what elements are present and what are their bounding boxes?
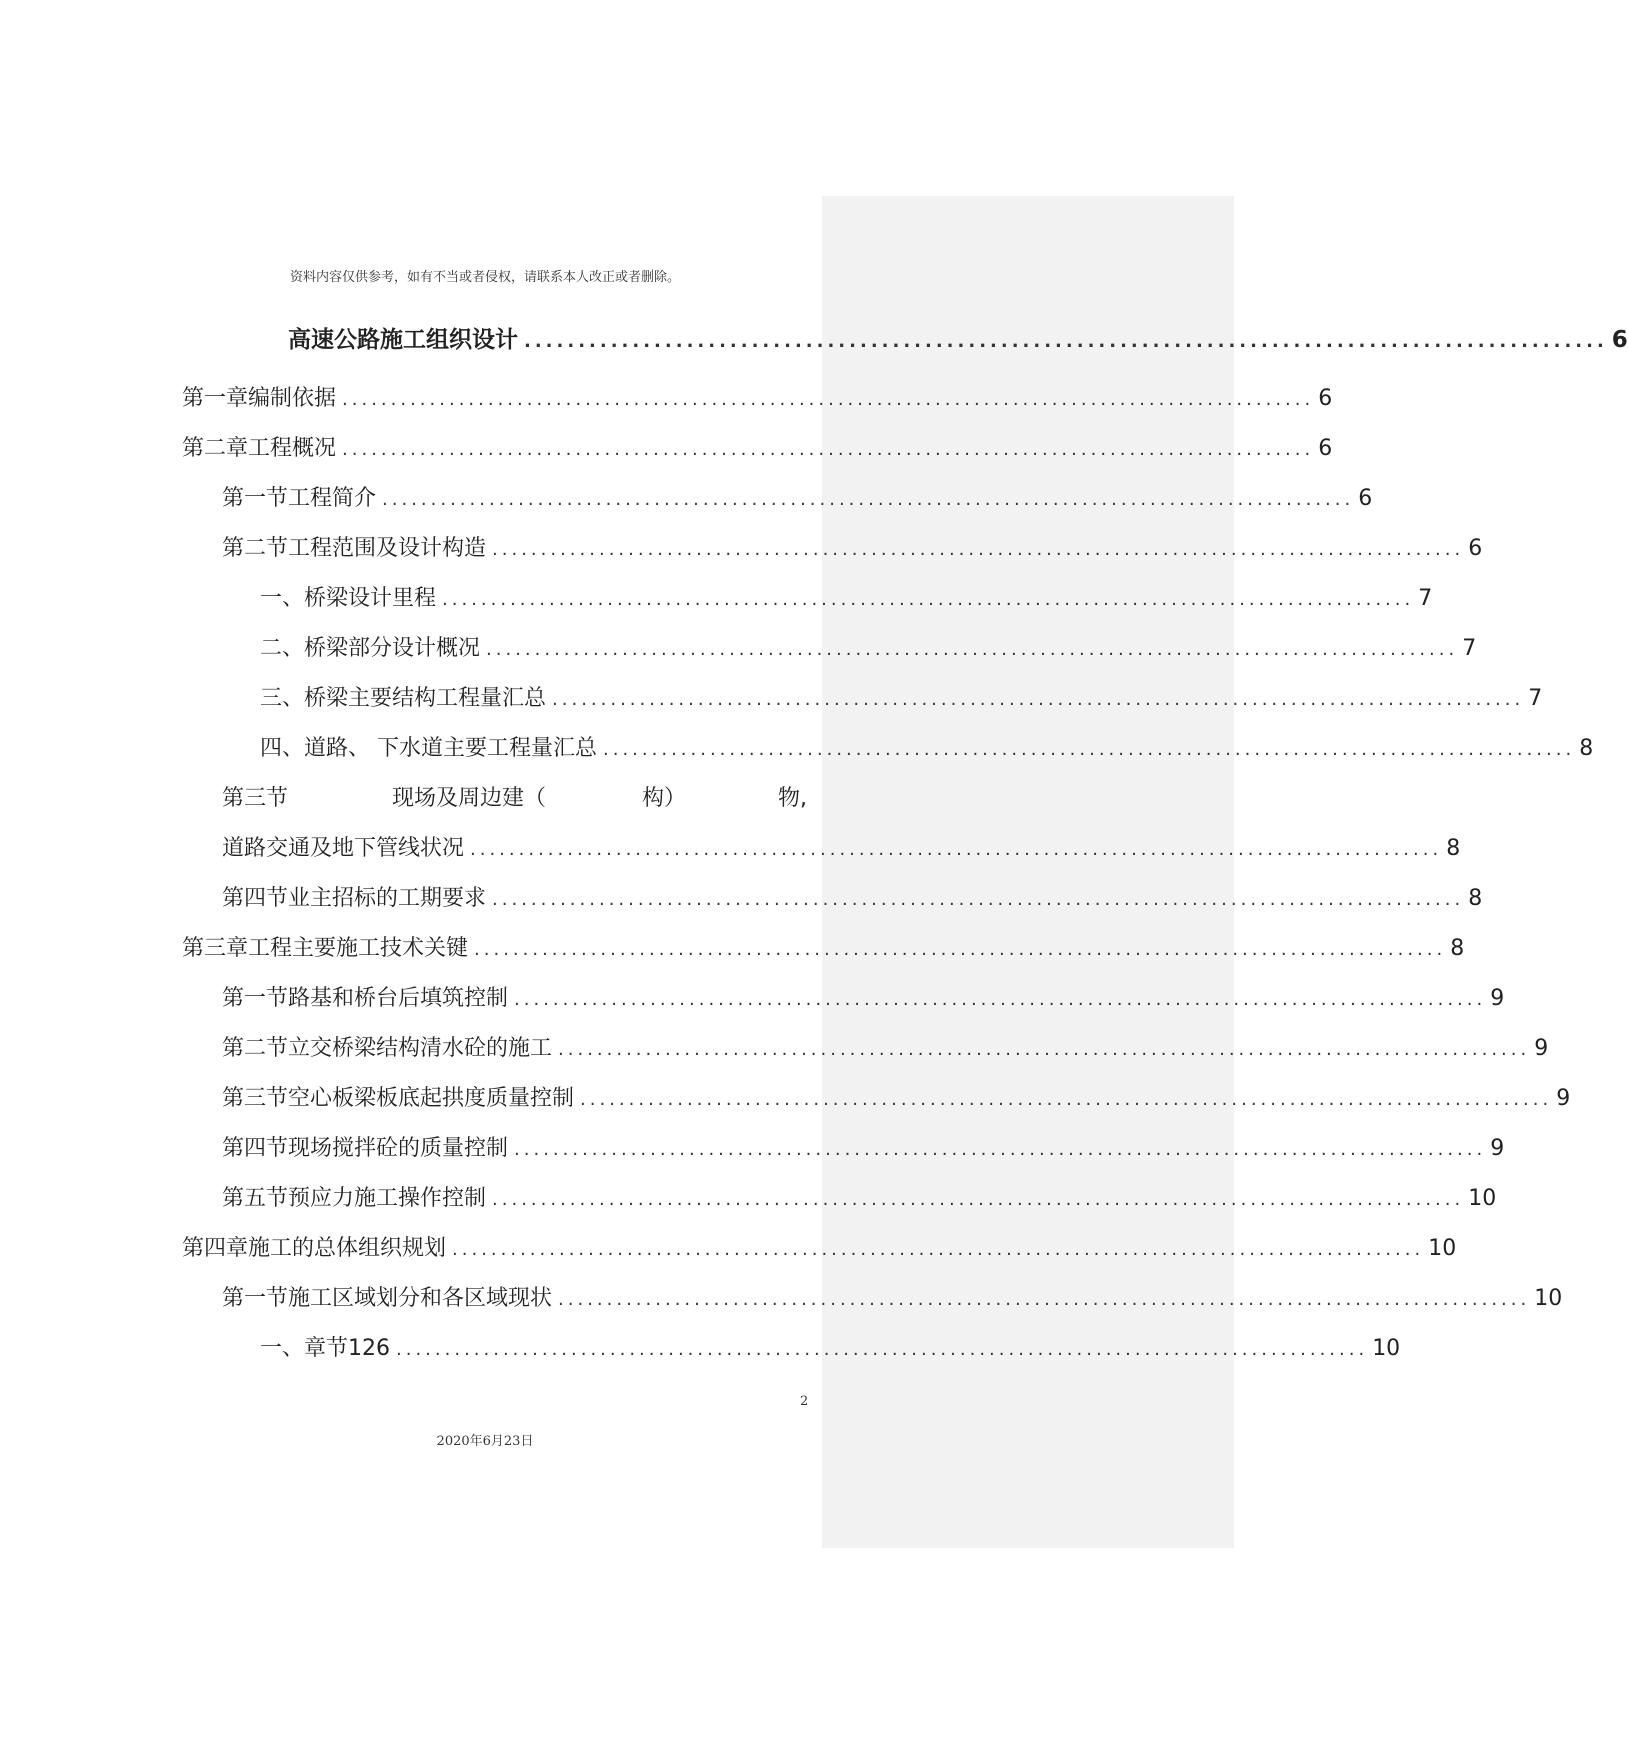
toc-entry-page: 8 — [1579, 736, 1594, 761]
toc-leader-dots: .................................................................................................... — [603, 739, 1576, 760]
toc-leader-dots: .................................................................................................... — [486, 639, 1459, 660]
toc-entry-subsection[interactable] — [260, 632, 1477, 666]
toc-entry-number: 第四节 — [222, 886, 289, 911]
toc-entry-number: 第二节 — [222, 536, 289, 561]
toc-entry-page: 7 — [1528, 686, 1543, 711]
toc-leader-dots: .................................................................................................... — [492, 889, 1465, 910]
toc-entry-page: 9 — [1534, 1036, 1549, 1061]
toc-entry-text: 业主招标的工期要求 — [288, 886, 487, 911]
toc-entry-chapter[interactable] — [182, 382, 1333, 416]
toc-entry-number: 四、 — [260, 736, 305, 761]
toc-entry-subsection[interactable] — [260, 582, 1433, 616]
toc-title-page: 6 — [1611, 327, 1628, 353]
toc-leader-dots: .................................................................................................... — [558, 1289, 1531, 1310]
toc-entry-page: 6 — [1318, 436, 1333, 461]
toc-entry-text: 道路交通及地下管线状况 — [222, 836, 465, 861]
toc-entry-number: 二、 — [260, 636, 305, 661]
toc-entry-number: 第一节 — [222, 986, 289, 1011]
toc-entry-number: 第一节 — [222, 486, 289, 511]
toc-entry-page: 10 — [1534, 1286, 1563, 1311]
toc-entry-text: 编制依据 — [248, 386, 337, 411]
toc-entry-page: 10 — [1372, 1336, 1401, 1361]
toc-leader-dots: .................................................................................................... — [474, 939, 1447, 960]
toc-entry-number: 第五节 — [222, 1186, 289, 1211]
toc-entry-text: 现场搅拌砼的质量控制 — [288, 1136, 509, 1161]
toc-entry-text: 桥梁主要结构工程量汇总 — [304, 686, 547, 711]
toc-entry-subsection[interactable] — [260, 682, 1543, 716]
toc-entry-chapter[interactable] — [182, 932, 1465, 966]
toc-entry-section-split[interactable] — [222, 782, 806, 816]
toc-entry-text: 桥梁设计里程 — [304, 586, 437, 611]
toc-leader-dots: .................................................................................................... — [514, 1139, 1487, 1160]
toc-entry-section[interactable] — [222, 482, 1373, 516]
toc-entry-page: 6 — [1468, 536, 1483, 561]
toc-entry-number: 一、 — [260, 1336, 305, 1361]
footer-date: 2020年6月23日 — [436, 1434, 534, 1449]
toc-entry-section[interactable] — [222, 1132, 1505, 1166]
toc-entry-text-part: 现场及周边建（ — [392, 786, 547, 811]
toc-leader-dots: .................................................................................................... — [342, 439, 1315, 460]
toc-entry-page: 10 — [1428, 1236, 1457, 1261]
toc-leader-dots: .................................................................................................... — [558, 1039, 1531, 1060]
toc-leader-dots: .................................................................................................... — [452, 1239, 1425, 1260]
toc-entry-section[interactable] — [222, 882, 1483, 916]
toc-entry-number: 第三节 — [222, 786, 289, 811]
toc-entry-number: 一、 — [260, 586, 305, 611]
toc-leader-dots: .................................................................................................... — [382, 489, 1355, 510]
toc-entry-page: 6 — [1358, 486, 1373, 511]
toc-entry-text: 道路、 下水道主要工程量汇总 — [304, 736, 598, 761]
toc-entry-page: 6 — [1318, 386, 1333, 411]
toc-entry-section[interactable] — [222, 1282, 1563, 1316]
toc-entry-section[interactable] — [222, 532, 1483, 566]
toc-leader-dots: .................................................................................................... — [442, 589, 1415, 610]
toc-leader-dots: .................................................................................................... — [342, 389, 1315, 410]
toc-entry-continuation[interactable] — [222, 832, 1461, 866]
toc-leader-dots: .................................................................................................... — [492, 1189, 1465, 1210]
toc-entry-page: 7 — [1462, 636, 1477, 661]
toc-leader-dots: .................................................................................................... — [470, 839, 1443, 860]
toc-entry-text: 立交桥梁结构清水砼的施工 — [288, 1036, 553, 1061]
toc-entry-page: 8 — [1450, 936, 1465, 961]
toc-entry-chapter[interactable] — [182, 1232, 1457, 1266]
toc-entry-number: 第四章 — [182, 1236, 249, 1261]
toc-entry-text-part: 构） — [642, 786, 687, 811]
toc-entry-number: 三、 — [260, 686, 305, 711]
toc-entry-text: 路基和桥台后填筑控制 — [288, 986, 509, 1011]
toc-entry-text: 施工的总体组织规划 — [248, 1236, 447, 1261]
toc-entry-text: 章节126 — [304, 1336, 391, 1361]
toc-entry-section[interactable] — [222, 1182, 1497, 1216]
toc-leader-dots: .................................................................................................... — [552, 689, 1525, 710]
toc-leader-dots: .................................................................................................... — [492, 539, 1465, 560]
toc-title-row[interactable] — [288, 323, 1628, 357]
disclaimer-header: 资料内容仅供参考，如有不当或者侵权，请联系本人改正或者删除。 — [289, 270, 680, 285]
toc-leader-dots: .................................................................................................... — [580, 1089, 1553, 1110]
toc-entry-page: 9 — [1490, 986, 1505, 1011]
toc-entry-number: 第一章 — [182, 386, 249, 411]
toc-entry-number: 第三章 — [182, 936, 249, 961]
toc-entry-page: 9 — [1556, 1086, 1571, 1111]
page-number: 2 — [800, 1394, 809, 1409]
toc-entry-section[interactable] — [222, 982, 1505, 1016]
toc-entry-number: 第四节 — [222, 1136, 289, 1161]
toc-entry-text: 工程主要施工技术关键 — [248, 936, 469, 961]
toc-title-text: 高速公路施工组织设计 — [288, 327, 518, 353]
toc-leader-dots: .................................................................................................... — [396, 1339, 1369, 1360]
toc-entry-page: 9 — [1490, 1136, 1505, 1161]
toc-entry-text: 工程简介 — [288, 486, 377, 511]
toc-entry-number: 第二章 — [182, 436, 249, 461]
toc-entry-text: 工程概况 — [248, 436, 337, 461]
toc-entry-subsection[interactable] — [260, 1332, 1401, 1366]
toc-entry-page: 8 — [1468, 886, 1483, 911]
toc-entry-text: 预应力施工操作控制 — [288, 1186, 487, 1211]
toc-entry-subsection[interactable] — [260, 732, 1594, 766]
toc-entry-page: 8 — [1446, 836, 1461, 861]
toc-entry-text-part: 物, — [778, 786, 807, 811]
toc-leader-dots: .................................................................................................... — [524, 331, 1608, 352]
toc-entry-text: 施工区域划分和各区域现状 — [288, 1286, 553, 1311]
toc-entry-page: 10 — [1468, 1186, 1497, 1211]
toc-entry-text: 空心板梁板底起拱度质量控制 — [288, 1086, 575, 1111]
toc-entry-page: 7 — [1418, 586, 1433, 611]
toc-entry-text: 桥梁部分设计概况 — [304, 636, 481, 661]
toc-entry-number: 第三节 — [222, 1086, 289, 1111]
toc-entry-section[interactable] — [222, 1032, 1549, 1066]
toc-entry-section[interactable] — [222, 1082, 1571, 1116]
toc-entry-text: 工程范围及设计构造 — [288, 536, 487, 561]
toc-entry-number: 第二节 — [222, 1036, 289, 1061]
toc-leader-dots: .................................................................................................... — [514, 989, 1487, 1010]
toc-entry-number: 第一节 — [222, 1286, 289, 1311]
toc-entry-chapter[interactable] — [182, 432, 1333, 466]
